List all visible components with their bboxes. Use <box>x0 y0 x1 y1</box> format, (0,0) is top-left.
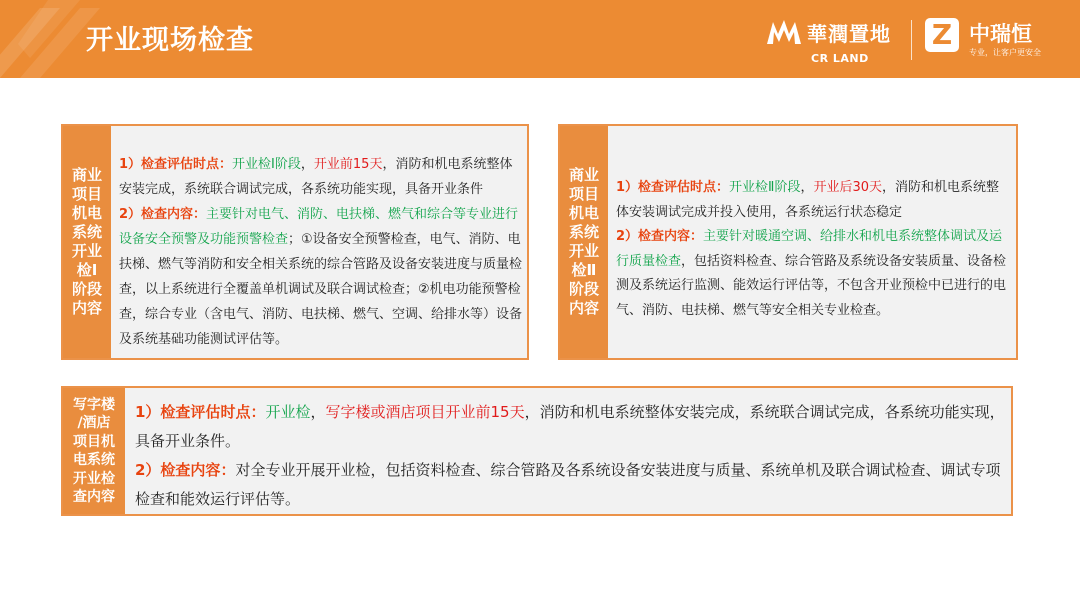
zhongruiheng-logo <box>925 14 1065 64</box>
office-hotel-label: 写字楼 /酒店 项目机 电系统 开业检 查内容 <box>63 388 125 514</box>
time-point-paragraph: 1）检查评估时点：开业检Ⅱ阶段，开业后30天，消防和机电系统整体安装调试完成并投入使用，各系统运行状态稳定 <box>616 180 1000 220</box>
header-bar <box>0 0 1080 78</box>
zhongruiheng-name: 中瑞恒 <box>969 22 1032 46</box>
cr-land-mark-icon <box>767 16 803 44</box>
office-hotel-content <box>135 398 1005 514</box>
commercial-stage1-box <box>61 124 529 360</box>
logo-divider <box>911 20 912 60</box>
check-content-paragraph: 2）检查内容：主要针对电气、消防、电扶梯、燃气和综合等专业进行设备安全预警及功能预警检查；①设备安全预警检查，电气、消防、电扶梯、燃气等消防和安全相关系统的综合管路及设备安装进度与质量检查，以上系统进行全覆盖单机调试及联合调试检查；②机电功能预警检查，综合专业（含电气、消防、电扶梯、燃气、空调、给排水等）设备及系统基础功能测试评估等。 <box>119 207 523 347</box>
commercial-stage2-label: 商业 项目 机电 系统 开业 检Ⅱ 阶段 内容 <box>560 126 608 358</box>
time-point-paragraph: 1）检查评估时点：开业检Ⅰ阶段，开业前15天，消防和机电系统整体安装完成，系统联合调试完成，各系统功能实现，具备开业条件 <box>119 157 513 197</box>
z-logo-icon: Z <box>925 18 959 52</box>
zhongruiheng-slogan: 专业，让客户更安全 <box>969 48 1041 57</box>
commercial-stage1-content <box>119 152 523 352</box>
commercial-stage2-content <box>616 176 1012 323</box>
cr-land-english: CR LAND <box>811 52 869 65</box>
check-content-paragraph: 2）检查内容：对全专业开展开业检，包括资料检查、综合管路及各系统设备安装进度与质量、系统单机及联合调试检查、调试专项检查和能效运行评估等。 <box>135 461 1001 508</box>
check-content-paragraph: 2）检查内容：主要针对暖通空调、给排水和机电系统整体调试及运行质量检查，包括资料检查、综合管路及系统设备安装质量、设备检测及系统运行监测、能效运行评估等，不包含开业预检中已进行的电气、消防、电扶梯、燃气等安全相关专业检查。 <box>616 229 1007 318</box>
commercial-stage2-box <box>558 124 1018 360</box>
page-title: 开业现场检查 <box>86 25 254 56</box>
commercial-stage1-label: 商业 项目 机电 系统 开业 检Ⅰ 阶段 内容 <box>63 126 111 358</box>
cr-land-logo <box>767 12 902 68</box>
cr-land-name: 華潤置地 <box>807 22 891 46</box>
time-point-paragraph: 1）检查评估时点：开业检，写字楼或酒店项目开业前15天，消防和机电系统整体安装完成，系统联合调试完成，各系统功能实现，具备开业条件。 <box>135 403 1005 450</box>
office-hotel-box <box>61 386 1013 516</box>
